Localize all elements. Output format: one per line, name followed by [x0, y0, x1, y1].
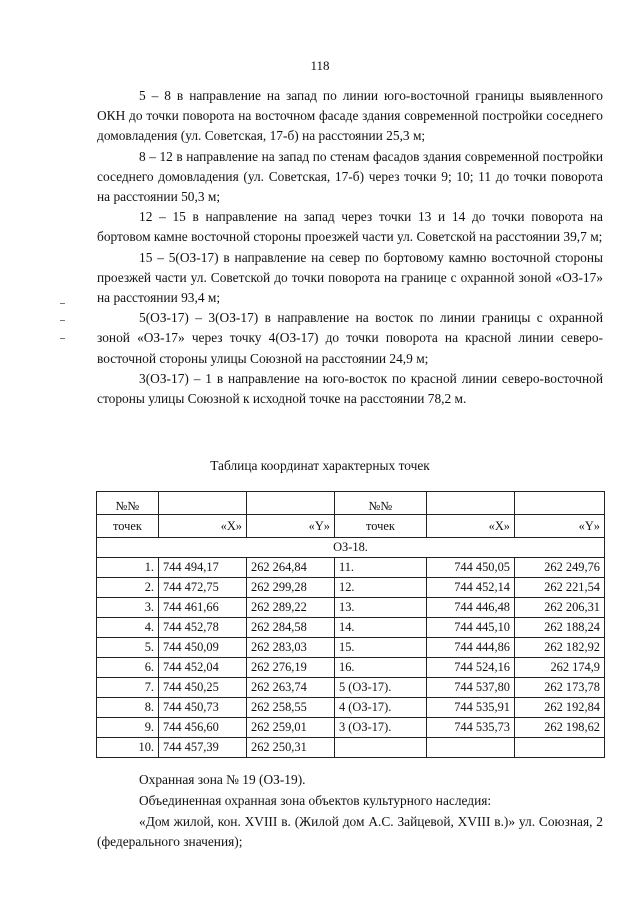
paragraph: «Дом жилой, кон. XVIII в. (Жилой дом А.С. Зайцевой, XVIII в.)» ул. Союзная, 2 (федерального значения);: [97, 813, 603, 850]
y-coordinate: 262 284,58: [247, 618, 335, 638]
x-coordinate: 744 457,39: [159, 738, 247, 758]
x-coordinate: 744 461,66: [159, 598, 247, 618]
y-coordinate: 262 192,84: [515, 698, 605, 718]
point-number: 3 (ОЗ-17).: [335, 718, 427, 738]
table-row: [97, 658, 605, 678]
point-number: 4.: [97, 618, 159, 638]
point-number: 5 (ОЗ-17).: [335, 678, 427, 698]
x-coordinate: 744 456,60: [159, 718, 247, 738]
y-coordinate: 262 259,01: [247, 718, 335, 738]
table-row: [97, 638, 605, 658]
header-blank: [427, 492, 515, 515]
margin-mark: [60, 320, 65, 321]
header-num-line2: точек: [97, 515, 159, 538]
header-blank: [515, 492, 605, 515]
table-row: [97, 738, 605, 758]
x-coordinate: 744 450,09: [159, 638, 247, 658]
y-coordinate: 262 263,74: [247, 678, 335, 698]
x-coordinate: 744 452,14: [427, 578, 515, 598]
y-coordinate: 262 258,55: [247, 698, 335, 718]
paragraph: Охранная зона № 19 (ОЗ-19).: [139, 772, 306, 787]
table-row: [97, 558, 605, 578]
point-number: 6.: [97, 658, 159, 678]
page-number: 118: [310, 58, 330, 73]
y-coordinate: 262 276,19: [247, 658, 335, 678]
x-coordinate: 744 537,80: [427, 678, 515, 698]
margin-mark: [60, 303, 65, 304]
table-row: [97, 698, 605, 718]
point-number: 13.: [335, 598, 427, 618]
x-coordinate: 744 452,78: [159, 618, 247, 638]
y-coordinate: 262 289,22: [247, 598, 335, 618]
y-coordinate: 262 188,24: [515, 618, 605, 638]
y-coordinate: 262 174,9: [515, 658, 605, 678]
zone-label: ОЗ-18.: [97, 538, 605, 558]
paragraph: 5(ОЗ-17) – 3(ОЗ-17) в направление на восток по линии границы с охранной зоной «ОЗ-17» через точку 4(ОЗ-17) до точки поворота на красной линии северо-восточной стороны улицы Союзной на расстоянии 24,9 м;: [97, 310, 603, 366]
x-coordinate: 744 524,16: [427, 658, 515, 678]
y-coordinate: 262 250,31: [247, 738, 335, 758]
point-number: 2.: [97, 578, 159, 598]
y-coordinate: 262 299,28: [247, 578, 335, 598]
header-x: «X»: [427, 515, 515, 538]
boundary-description: [97, 86, 603, 409]
paragraph: 3(ОЗ-17) – 1 в направление на юго-восток по красной линии северо-восточной стороны улицы Союзной к исходной точке на расстоянии 78,2 м.: [97, 370, 603, 407]
point-number: [335, 738, 427, 758]
point-number: 1.: [97, 558, 159, 578]
y-coordinate: 262 249,76: [515, 558, 605, 578]
table-row: [97, 578, 605, 598]
coordinates-table: [96, 491, 605, 758]
point-number: 9.: [97, 718, 159, 738]
point-number: 15.: [335, 638, 427, 658]
table-row: [97, 718, 605, 738]
x-coordinate: 744 450,73: [159, 698, 247, 718]
footer-text: [97, 770, 603, 853]
x-coordinate: [427, 738, 515, 758]
point-number: 16.: [335, 658, 427, 678]
header-num-line2: точек: [335, 515, 427, 538]
y-coordinate: 262 283,03: [247, 638, 335, 658]
point-number: 8.: [97, 698, 159, 718]
x-coordinate: 744 445,10: [427, 618, 515, 638]
point-number: 4 (ОЗ-17).: [335, 698, 427, 718]
table-row: [97, 618, 605, 638]
header-num-line1: №№: [335, 492, 427, 515]
header-x: «X»: [159, 515, 247, 538]
y-coordinate: 262 173,78: [515, 678, 605, 698]
table-title: Таблица координат характерных точек: [210, 458, 430, 473]
point-number: 14.: [335, 618, 427, 638]
point-number: 3.: [97, 598, 159, 618]
y-coordinate: 262 264,84: [247, 558, 335, 578]
paragraph: 12 – 15 в направление на запад через точки 13 и 14 до точки поворота на бортовом камне восточной стороны проезжей части ул. Советской на расстоянии 39,7 м;: [97, 209, 603, 245]
header-y: «Y»: [515, 515, 605, 538]
paragraph: Объединенная охранная зона объектов культурного наследия:: [139, 792, 492, 808]
paragraph: 8 – 12 в направление на запад по стенам фасадов здания современной постройки соседнего домовладения (ул. Советская, 17-б) через точки 9; 10; 11 до точки поворота на расстоянии 50,3 м;: [97, 148, 603, 205]
x-coordinate: 744 450,05: [427, 558, 515, 578]
point-number: 11.: [335, 558, 427, 578]
x-coordinate: 744 535,91: [427, 698, 515, 718]
point-number: 7.: [97, 678, 159, 698]
point-number: 5.: [97, 638, 159, 658]
y-coordinate: 262 198,62: [515, 718, 605, 738]
y-coordinate: [515, 738, 605, 758]
y-coordinate: 262 221,54: [515, 578, 605, 598]
point-number: 12.: [335, 578, 427, 598]
header-blank: [247, 492, 335, 515]
table-row: [97, 598, 605, 618]
x-coordinate: 744 535,73: [427, 718, 515, 738]
y-coordinate: 262 182,92: [515, 638, 605, 658]
point-number: 10.: [97, 738, 159, 758]
margin-mark: [60, 338, 65, 339]
x-coordinate: 744 494,17: [159, 558, 247, 578]
y-coordinate: 262 206,31: [515, 598, 605, 618]
paragraph: 5 – 8 в направление на запад по линии юго-восточной границы выявленного ОКН до точки поворота на восточном фасаде здания современной постройки соседнего домовладения (ул. Советская, 17-б) на расстоянии 25,3 м;: [97, 88, 603, 144]
x-coordinate: 744 444,86: [427, 638, 515, 658]
paragraph: 15 – 5(ОЗ-17) в направление на север по бортовому камню восточной стороны проезжей части ул. Советской до точки поворота на границе с охранной зоной «ОЗ-17» на расстоянии 93,4 м;: [97, 249, 603, 306]
x-coordinate: 744 472,75: [159, 578, 247, 598]
x-coordinate: 744 446,48: [427, 598, 515, 618]
header-num-line1: №№: [97, 492, 159, 515]
x-coordinate: 744 452,04: [159, 658, 247, 678]
header-blank: [159, 492, 247, 515]
x-coordinate: 744 450,25: [159, 678, 247, 698]
table-row: [97, 678, 605, 698]
header-y: «Y»: [247, 515, 335, 538]
